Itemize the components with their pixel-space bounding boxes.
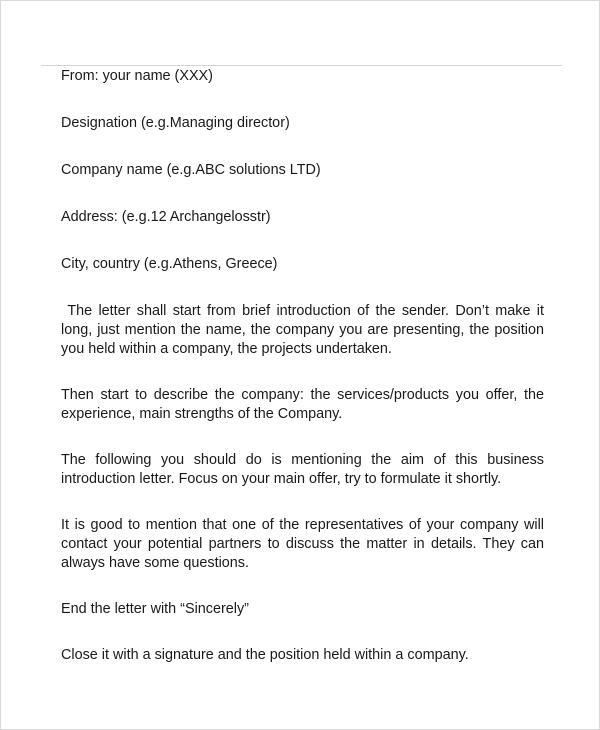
sender-from: From: your name (XXX) — [61, 68, 213, 84]
sender-address: Address: (e.g.12 Archangelosstr) — [61, 209, 271, 225]
letter-content — [61, 65, 548, 665]
sender-company: Company name (e.g.ABC solutions LTD) — [61, 162, 321, 178]
body-paragraph-closing: End the letter with “Sincerely” — [61, 601, 249, 617]
body-paragraph-aim: The following you should do is mentioning the aim of this business introduction letter. Focus on your main offer, try to formulate it shortly. — [61, 452, 544, 487]
sender-city-country: City, country (e.g.Athens, Greece) — [61, 256, 278, 272]
body-paragraph-signature: Close it with a signature and the position held within a company. — [61, 647, 469, 663]
body-paragraph-intro: The letter shall start from brief introduction of the sender. Don’t make it long, just mention the name, the company you are presenting, the position you held within a company, the projects undertaken. — [61, 303, 548, 357]
sender-designation: Designation (e.g.Managing director) — [61, 115, 290, 131]
body-paragraph-contact: It is good to mention that one of the representatives of your company will contact your potential partners to discuss the matter in details. They can always have some questions. — [61, 517, 544, 571]
body-paragraph-company: Then start to describe the company: the services/products you offer, the experience, main strengths of the Company. — [61, 387, 544, 422]
